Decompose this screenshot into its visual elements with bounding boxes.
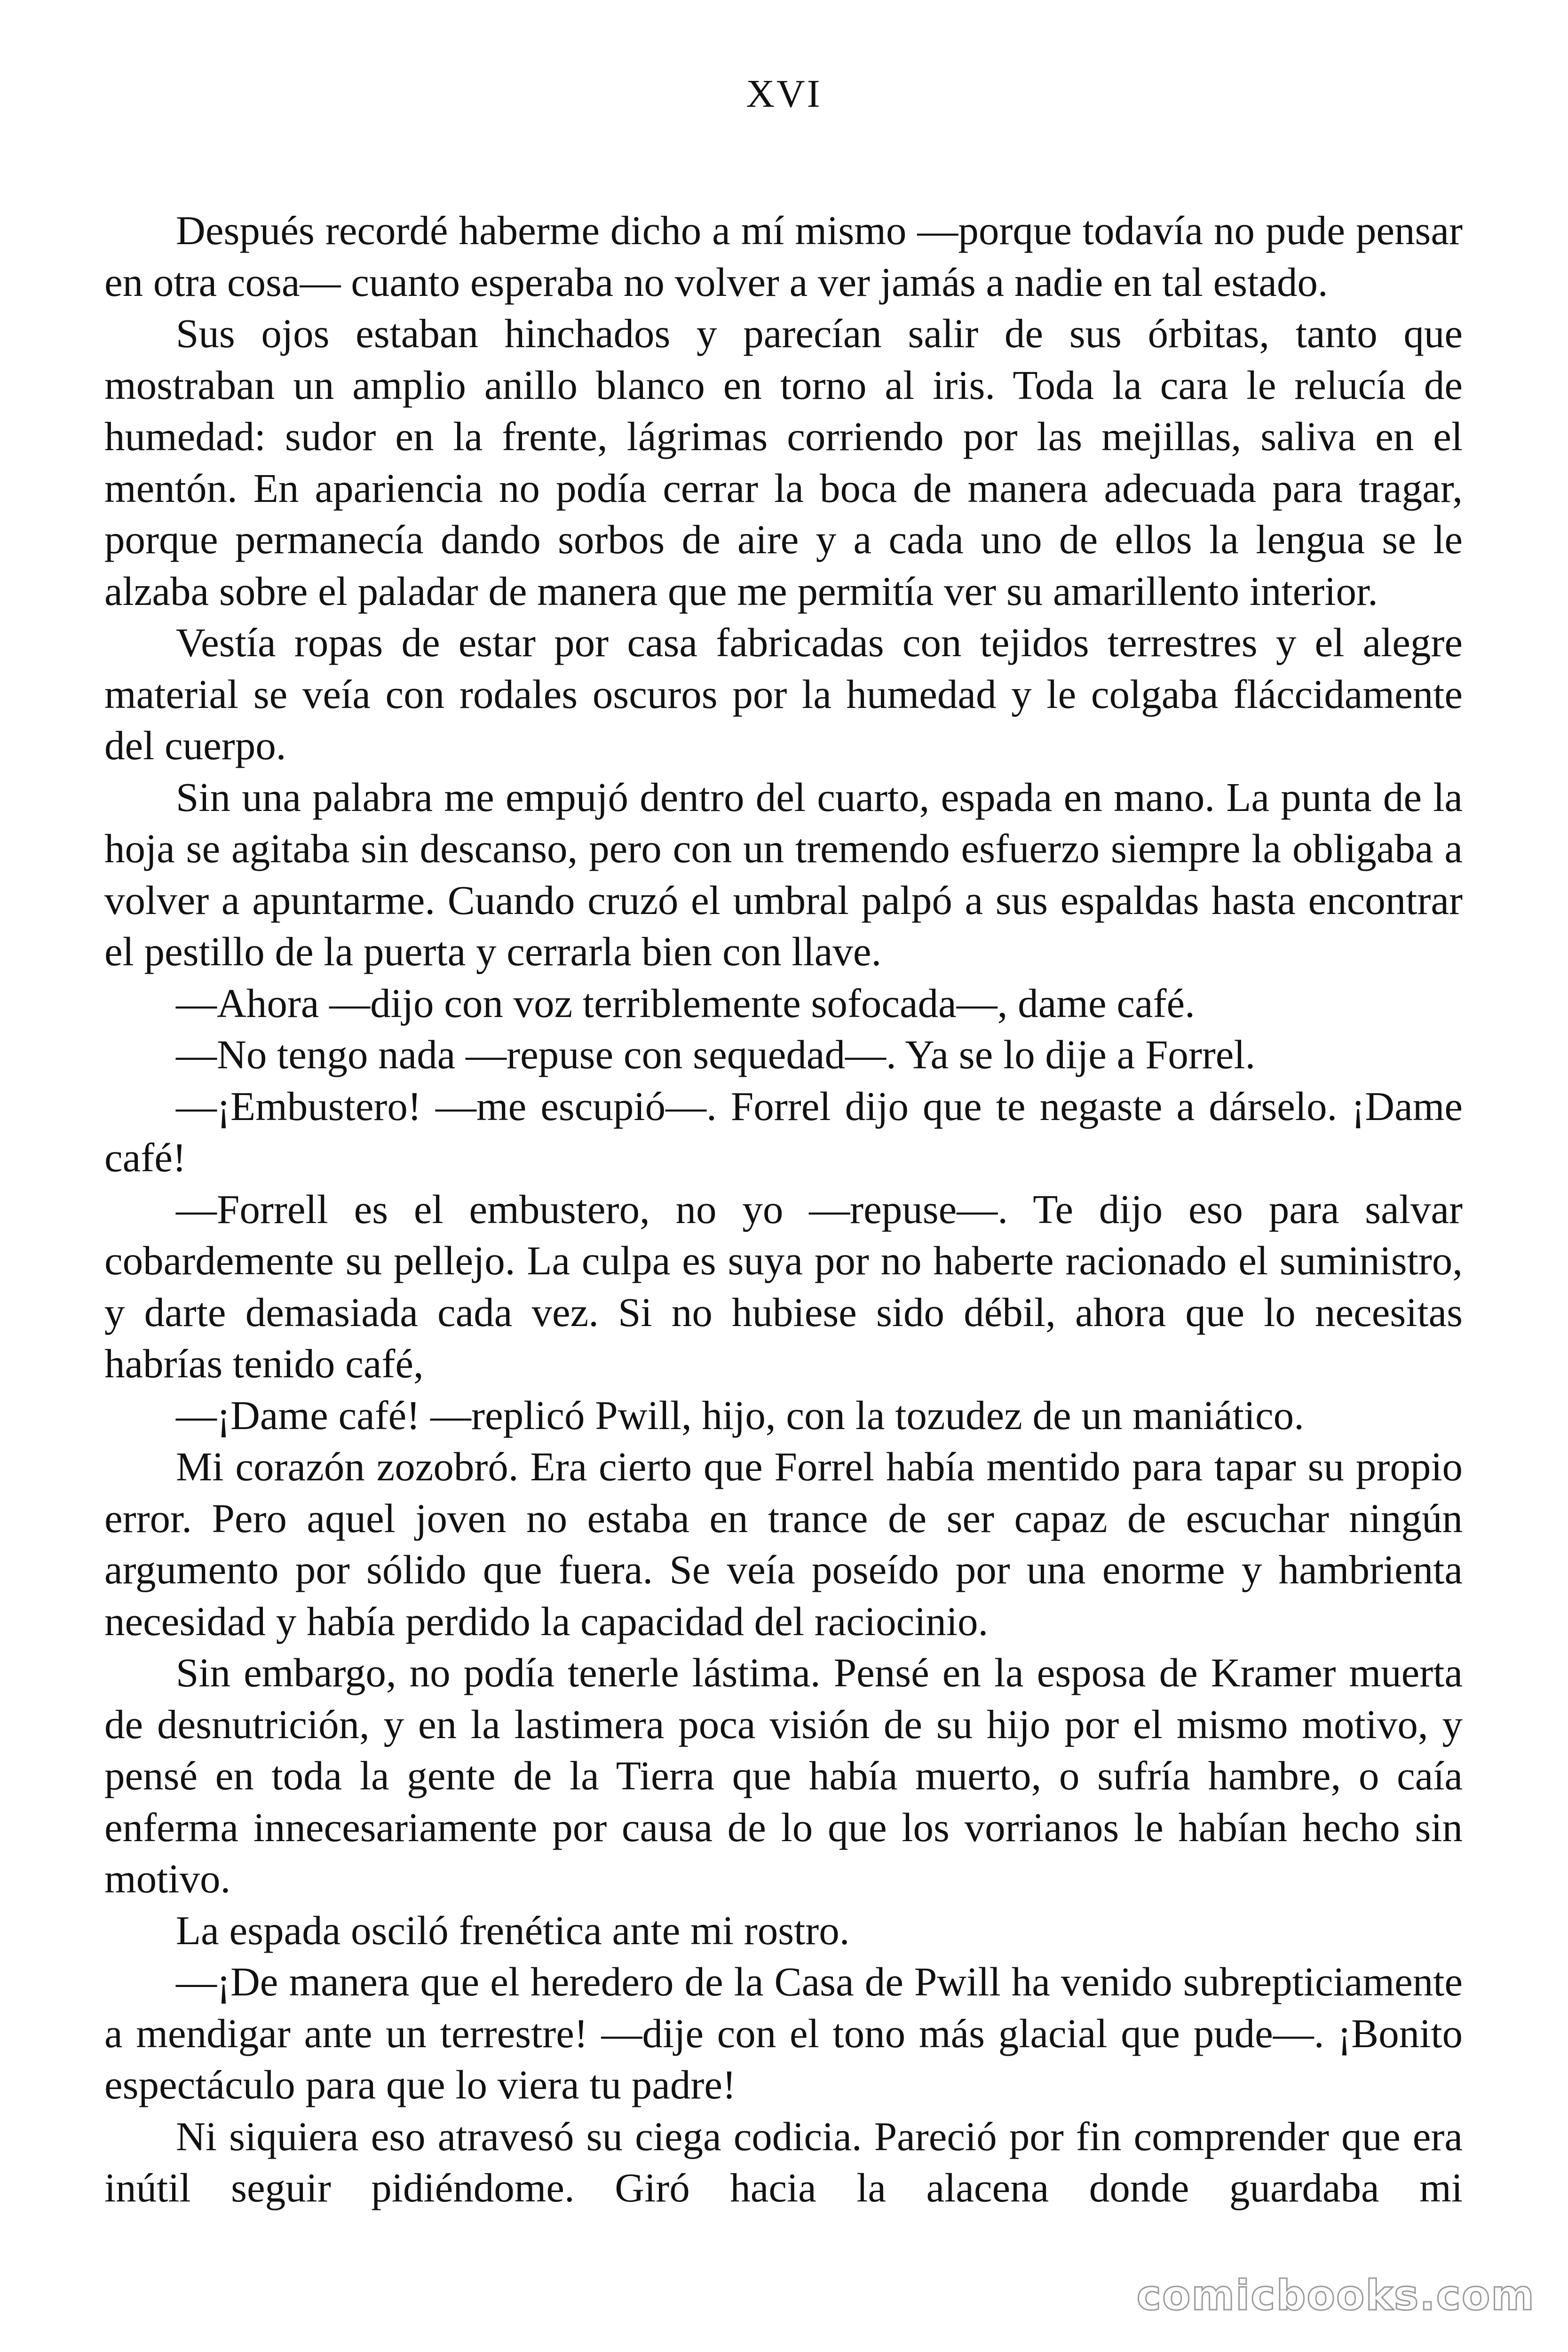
site-watermark: comicbooks.com: [1136, 2271, 1535, 2320]
paragraph: —Ahora —dijo con voz terriblemente sofocada—, dame café.: [176, 980, 1195, 1026]
paragraph: —¡De manera que el heredero de la Casa de Pwill ha venido subrepticiamente a mendigar ante un terrestre! —dije con el tono más glacial que pude—. ¡Bonito espectáculo para que lo viera tu padre!: [104, 1959, 1463, 2107]
paragraph: Sus ojos estaban hinchados y parecían salir de sus órbitas, tanto que mostraban un amplio anillo blanco en torno al iris. Toda la cara le relucía de humedad: sudor en la frente, lágrimas corriendo por las mejillas, saliva en el mentón. En apariencia no podía cerrar la boca de manera adecuada para tragar, porque permanecía dando sorbos de aire y a cada uno de ellos la lengua se le alzaba sobre el paladar de manera que me permitía ver su amarillento interior.: [104, 310, 1463, 614]
paragraph: —¡Dame café! —replicó Pwill, hijo, con la tozudez de un maniático.: [176, 1392, 1304, 1438]
chapter-body: [104, 205, 1463, 2214]
paragraph: —¡Embustero! —me escupió—. Forrel dijo que te negaste a dárselo. ¡Dame café!: [104, 1083, 1463, 1180]
paragraph: —Forrell es el embustero, no yo —repuse—. Te dijo eso para salvar cobardemente su pellejo. La culpa es suya por no haberte racionado el suministro, y darte demasiada cada vez. Si no hubiese sido débil, ahora que lo necesitas habrías tenido café,: [104, 1186, 1463, 1386]
paragraph: Mi corazón zozobró. Era cierto que Forrel había mentido para tapar su propio error. Pero aquel joven no estaba en trance de ser capaz de escuchar ningún argumento por sólido que fuera. Se veía poseído por una enorme y hambrienta necesidad y había perdido la capacidad del raciocinio.: [104, 1444, 1463, 1644]
paragraph: —No tengo nada —repuse con sequedad—. Ya se lo dije a Forrel.: [176, 1032, 1256, 1077]
paragraph: Vestía ropas de estar por casa fabricadas con tejidos terrestres y el alegre material se veía con rodales oscuros por la humedad y le colgaba fláccidamente del cuerpo.: [104, 620, 1463, 768]
paragraph: Sin embargo, no podía tenerle lástima. Pensé en la esposa de Kramer muerta de desnutrición, y en la lastimera poca visión de su hijo por el mismo motivo, y pensé en toda la gente de la Tierra que había muerto, o sufría hambre, o caía enferma innecesariamente por causa de lo que los vorrianos le habían hecho sin motivo.: [104, 1650, 1463, 1901]
paragraph: Sin una palabra me empujó dentro del cuarto, espada en mano. La punta de la hoja se agitaba sin descanso, pero con un tremendo esfuerzo siempre la obligaba a volver a apuntarme. Cuando cruzó el umbral palpó a sus espaldas hasta encontrar el pestillo de la puerta y cerrarla bien con llave.: [104, 774, 1463, 974]
paragraph-continues: Ni siquiera eso atravesó su ciega codicia. Pareció por fin comprender que era inútil seguir pidiéndome. Giró hacia la alacena donde guardaba mi: [104, 2113, 1463, 2210]
chapter-title: XVI: [746, 72, 822, 116]
paragraph: Después recordé haberme dicho a mí mismo —porque todavía no pude pensar en otra cosa— cuanto esperaba no volver a ver jamás a nadie en tal estado.: [104, 207, 1463, 305]
paragraph: La espada osciló frenética ante mi rostro.: [176, 1907, 850, 1953]
